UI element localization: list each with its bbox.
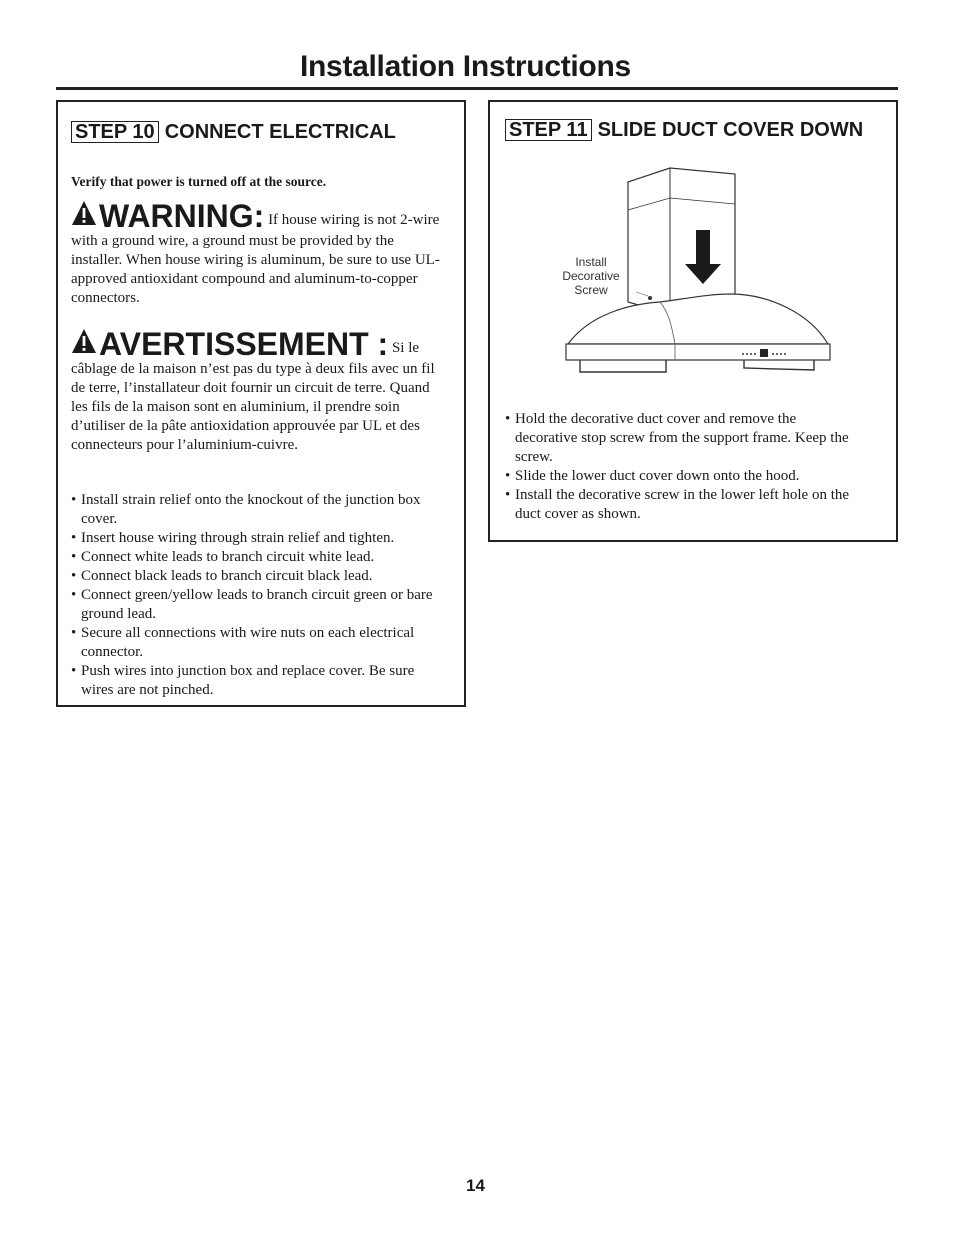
- warning-triangle-icon: [71, 200, 97, 226]
- screw-icon: [648, 296, 652, 300]
- step-10-instructions: [71, 491, 447, 700]
- figure-callout-line: Install: [575, 255, 607, 269]
- step-11-heading: [505, 119, 863, 142]
- warning-triangle-icon: [71, 328, 97, 354]
- warning-text: If house wiring is not 2-wire with a ground wire, a ground must be provided by the installer. When house wiring is aluminum, be sure to use UL-approved antioxidant compound and aluminum-to-copper connectors.: [71, 212, 440, 306]
- figure-callout: [556, 255, 626, 297]
- step-11-instructions: [505, 410, 850, 524]
- list-item: • Push wires into junction box and replace cover. Be sure wires are not pinched.: [71, 662, 447, 700]
- page-number: 14: [466, 1176, 485, 1195]
- list-item: • Connect white leads to branch circuit white lead.: [71, 548, 447, 567]
- avertissement-block: [71, 328, 446, 455]
- warning-heading: WARNING:: [99, 198, 265, 234]
- list-item: • Slide the lower duct cover down onto the hood.: [505, 467, 850, 486]
- figure-callout-line: Screw: [574, 283, 608, 297]
- figure-callout-line: Decorative: [562, 269, 620, 283]
- step-10-heading: [71, 121, 396, 144]
- list-item: • Install the decorative screw in the lower left hole on the duct cover as shown.: [505, 486, 850, 524]
- step-11-title: SLIDE DUCT COVER DOWN: [597, 119, 864, 141]
- list-item: • Install strain relief onto the knockout of the junction box cover.: [71, 491, 447, 529]
- step-10-label: STEP 10: [71, 121, 159, 143]
- title-divider: [56, 87, 898, 90]
- step-11-panel: [488, 100, 898, 542]
- avertissement-heading: AVERTISSEMENT :: [99, 326, 389, 362]
- step-10-panel: [56, 100, 466, 707]
- list-item: • Connect black leads to branch circuit black lead.: [71, 567, 447, 586]
- warning-block: [71, 200, 446, 308]
- list-item: • Insert house wiring through strain relief and tighten.: [71, 529, 447, 548]
- verify-power-note: Verify that power is turned off at the source.: [71, 174, 327, 189]
- page-title: Installation Instructions: [300, 50, 631, 83]
- avertissement-text: Si le câblage de la maison n’est pas du type à deux fils avec un fil de terre, l’installateur doit fournir un circuit de terre. Quand les fils de la maison sont en aluminium, il prendre soin d’utiliser de la pâte antioxidation approuvée par UL et des connecteurs pour l’aluminium-cuivre.: [71, 340, 435, 453]
- list-item: • Connect green/yellow leads to branch circuit green or bare ground lead.: [71, 586, 447, 624]
- list-item: • Secure all connections with wire nuts on each electrical connector.: [71, 624, 447, 662]
- step-10-title: CONNECT ELECTRICAL: [164, 121, 396, 143]
- list-item: • Hold the decorative duct cover and remove the decorative stop screw from the support frame. Keep the screw.: [505, 410, 850, 467]
- step-11-label: STEP 11: [505, 119, 592, 141]
